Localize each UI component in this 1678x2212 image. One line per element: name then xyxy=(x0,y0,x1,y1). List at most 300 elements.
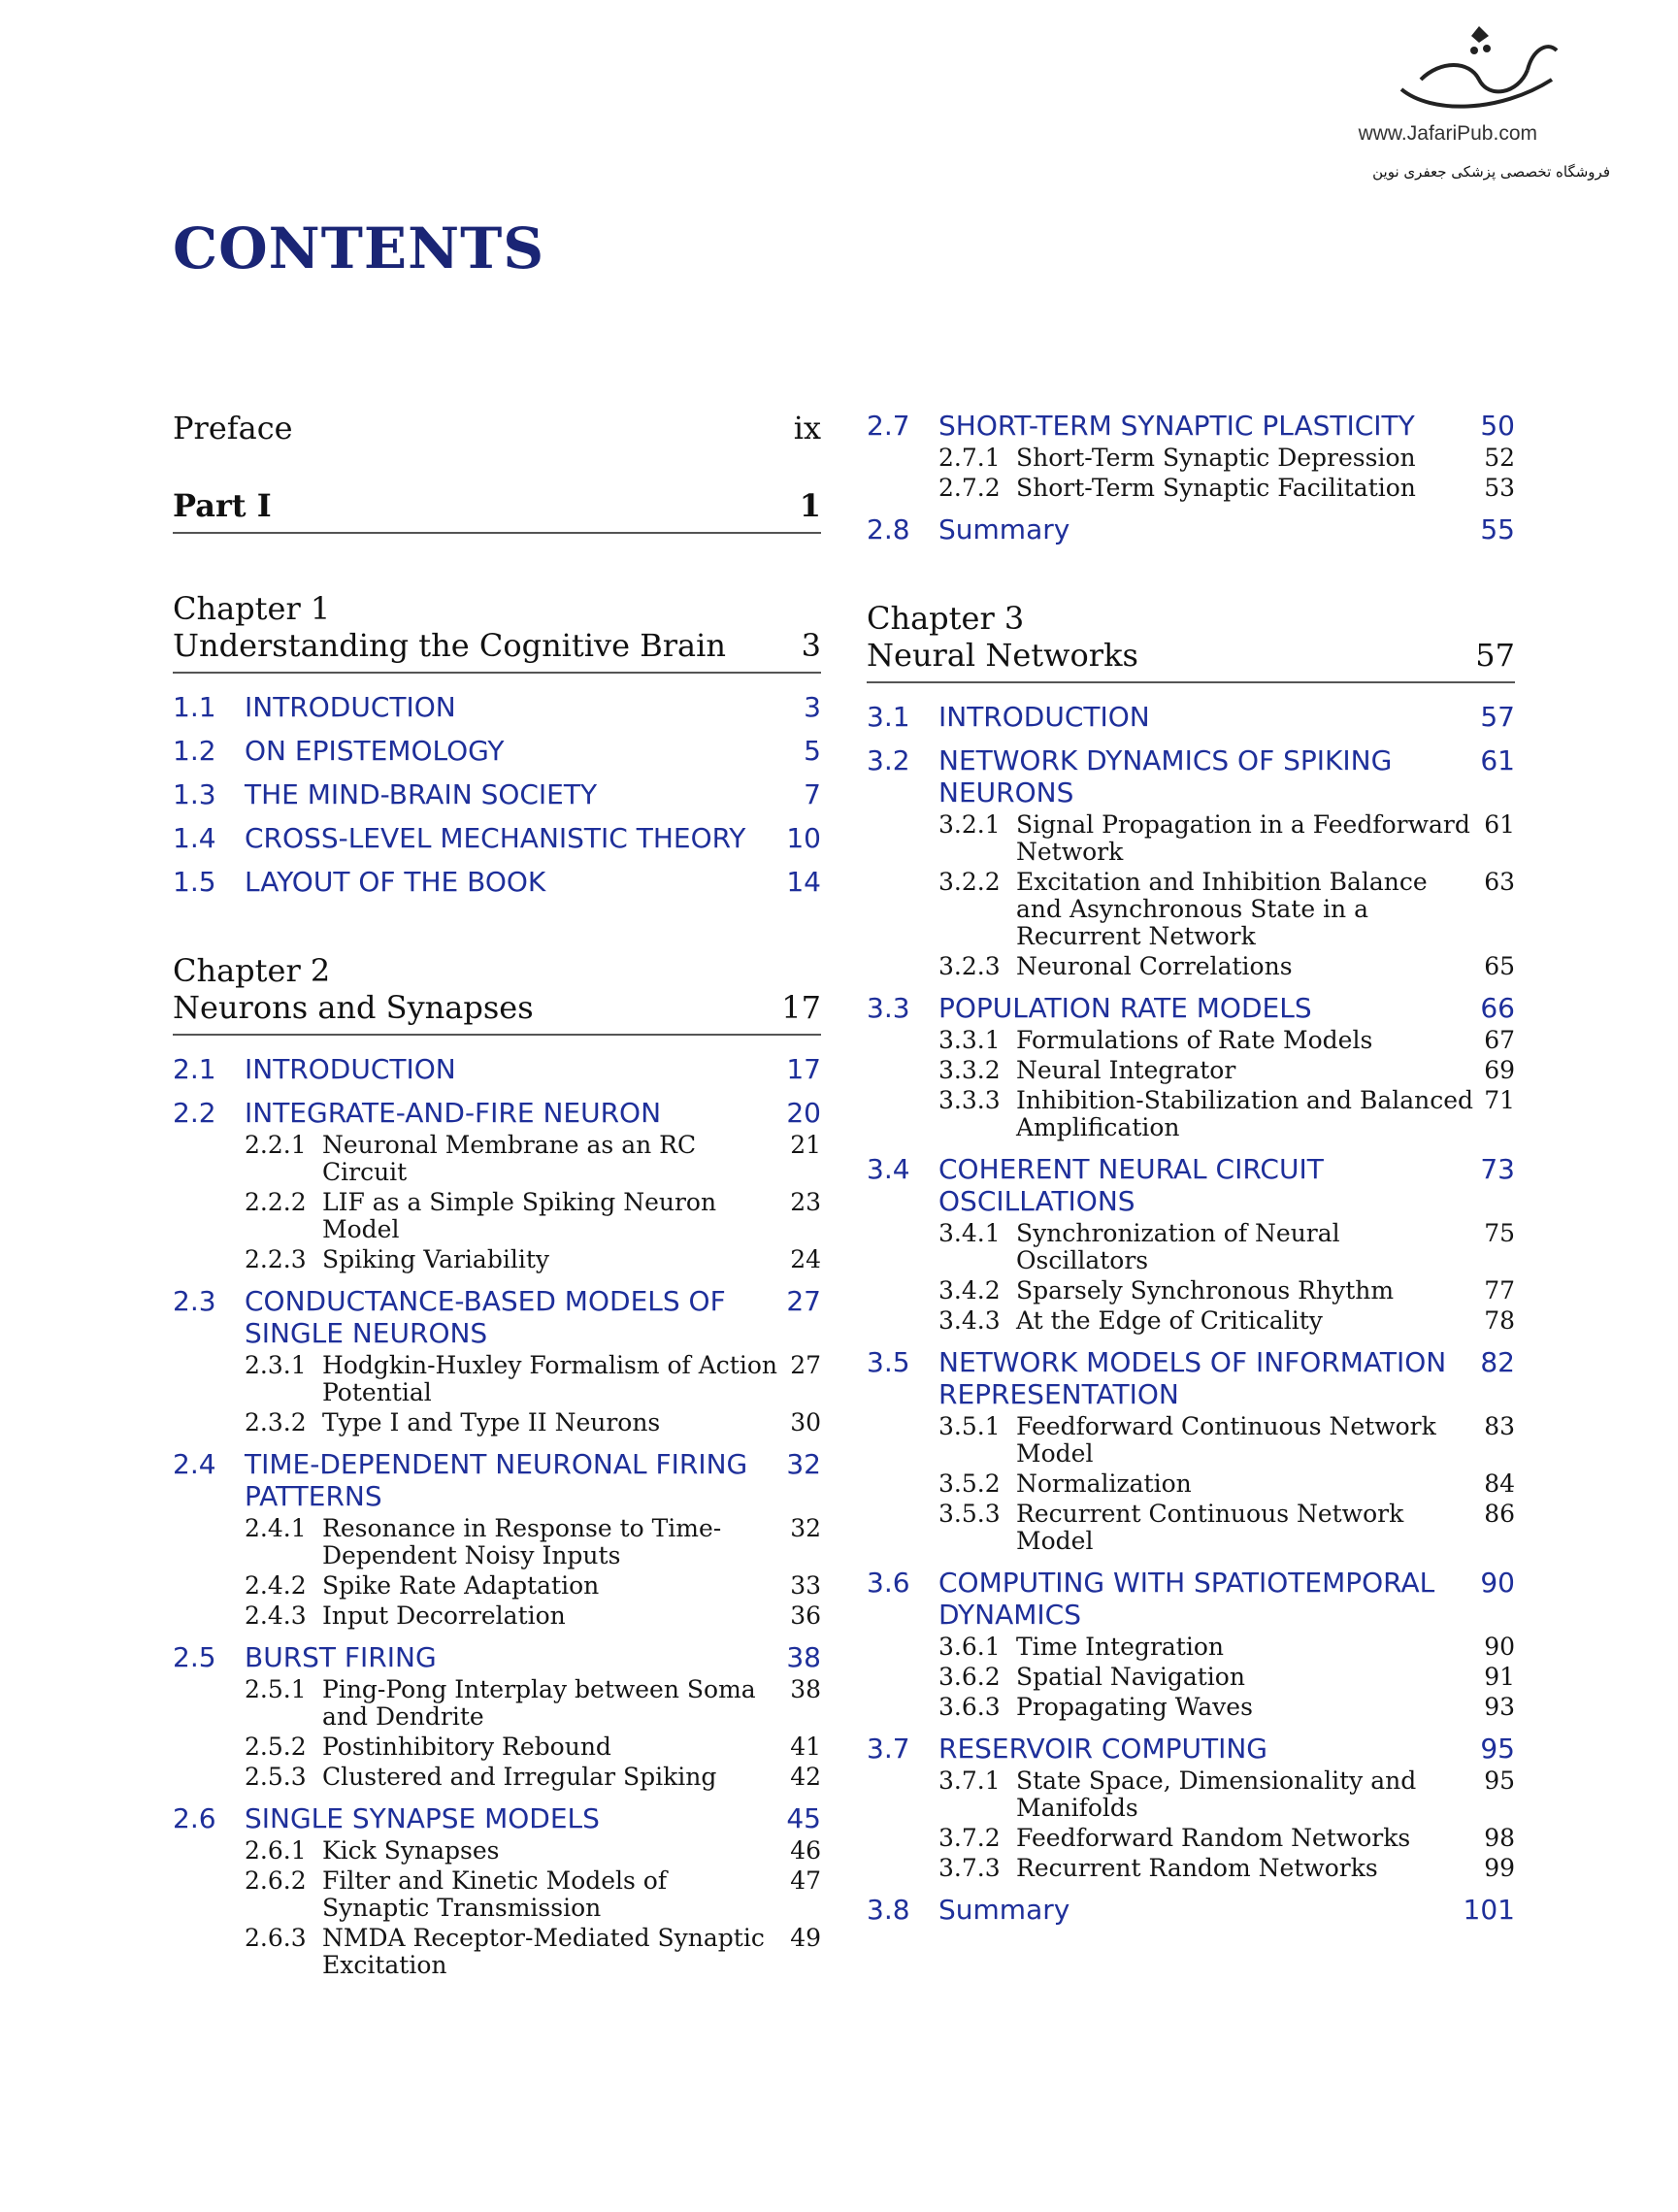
section-entry[interactable] xyxy=(867,701,1515,733)
subsection-entry[interactable] xyxy=(867,953,1515,980)
subsection-title: At the Edge of Criticality xyxy=(1016,1306,1323,1335)
section-number: 1.4 xyxy=(173,822,216,854)
subsection-number: 2.3.2 xyxy=(245,1408,307,1436)
chapter-title-line xyxy=(867,637,1515,674)
subsection-page: 63 xyxy=(1484,868,1515,896)
section-entry[interactable] xyxy=(867,992,1515,1024)
subsection-entry[interactable] xyxy=(867,1413,1515,1468)
publisher-url: www.JafariPub.com xyxy=(1358,122,1537,145)
subsection-entry[interactable] xyxy=(867,475,1515,502)
section-title: INTRODUCTION xyxy=(245,691,456,723)
chapter-title: Neural Networks xyxy=(867,637,1138,674)
subsection-number: 3.4.1 xyxy=(938,1219,1001,1247)
preface-title: Preface xyxy=(173,410,293,446)
section-number: 2.2 xyxy=(173,1097,216,1129)
section-title: SINGLE SYNAPSE MODELS xyxy=(245,1802,600,1834)
subsection-number: 2.5.2 xyxy=(245,1733,307,1761)
subsection-number: 2.3.1 xyxy=(245,1351,307,1379)
subsection-number: 3.7.1 xyxy=(938,1766,1001,1795)
section-number: 3.1 xyxy=(867,701,910,733)
section-entry[interactable] xyxy=(867,1567,1515,1631)
subsection-title: Feedforward Continuous Network Model xyxy=(1016,1412,1436,1468)
section-entry[interactable] xyxy=(173,778,821,810)
chapter-title: Understanding the Cognitive Brain xyxy=(173,627,726,664)
subsection-title: Short-Term Synaptic Depression xyxy=(1016,444,1416,472)
toc-section xyxy=(867,1346,1515,1555)
section-page: 3 xyxy=(804,691,821,723)
subsection-entry[interactable] xyxy=(867,1634,1515,1661)
toc-subsection xyxy=(173,1733,821,1761)
subsection-title: Hodgkin-Huxley Formalism of Action Potential xyxy=(322,1351,777,1406)
subsection-title: Short-Term Synaptic Facilitation xyxy=(1016,474,1416,502)
subsection-number: 2.2.2 xyxy=(245,1188,307,1216)
subsection-title: Ping-Pong Interplay between Soma and Dendrite xyxy=(322,1675,756,1731)
toc-subsection xyxy=(867,1277,1515,1304)
part-title: Part I xyxy=(173,487,272,524)
section-title: INTRODUCTION xyxy=(938,701,1150,733)
section-page: 95 xyxy=(1480,1733,1515,1765)
left-chapter-list xyxy=(173,590,821,1979)
subsection-title: Excitation and Inhibition Balance and Asynchronous State in a Recurrent Network xyxy=(1016,868,1428,950)
subsection-title: Synchronization of Neural Oscillators xyxy=(1016,1219,1340,1274)
subsection-number: 2.7.1 xyxy=(938,444,1001,472)
chapter-title-line xyxy=(173,989,821,1026)
toc-subsection xyxy=(867,1027,1515,1054)
subsection-page: 99 xyxy=(1484,1854,1515,1882)
toc-subsection xyxy=(867,1825,1515,1852)
subsection-title: Type I and Type II Neurons xyxy=(322,1408,661,1436)
section-number: 2.4 xyxy=(173,1448,216,1480)
section-title: TIME-DEPENDENT NEURONAL FIRING PATTERNS xyxy=(245,1448,748,1512)
section-title: NETWORK DYNAMICS OF SPIKING NEURONS xyxy=(938,744,1393,809)
toc-subsection xyxy=(867,445,1515,472)
subsection-number: 3.7.2 xyxy=(938,1824,1001,1852)
section-title: Summary xyxy=(938,1894,1070,1926)
subsection-number: 3.2.1 xyxy=(938,810,1001,839)
toc-section xyxy=(867,410,1515,502)
chapter-label: Chapter 2 xyxy=(173,952,331,989)
toc-subsection xyxy=(867,1767,1515,1822)
subsection-entry[interactable] xyxy=(867,1087,1515,1141)
toc-section xyxy=(867,1153,1515,1335)
section-page: 17 xyxy=(786,1053,821,1085)
section-entry[interactable] xyxy=(867,1153,1515,1217)
toc-section xyxy=(867,701,1515,733)
subsection-number: 3.5.3 xyxy=(938,1500,1001,1528)
subsection-page: 65 xyxy=(1484,952,1515,980)
toc-part[interactable] xyxy=(173,487,821,534)
section-title: INTRODUCTION xyxy=(245,1053,456,1085)
toc-chapter xyxy=(867,600,1515,1926)
subsection-entry[interactable] xyxy=(867,1767,1515,1822)
subsection-entry[interactable] xyxy=(173,1925,821,1979)
subsection-title: Neural Integrator xyxy=(1016,1056,1236,1084)
section-number: 2.1 xyxy=(173,1053,216,1085)
subsection-page: 41 xyxy=(790,1733,821,1761)
toc-subsection xyxy=(173,1925,821,1979)
section-title: Summary xyxy=(938,513,1070,545)
subsection-number: 2.4.3 xyxy=(245,1601,307,1630)
subsection-page: 46 xyxy=(790,1836,821,1865)
section-entry[interactable] xyxy=(173,1097,821,1129)
subsection-page: 61 xyxy=(1484,810,1515,839)
section-number: 3.5 xyxy=(867,1346,910,1378)
page-title: CONTENTS xyxy=(173,215,545,281)
subsection-page: 77 xyxy=(1484,1276,1515,1304)
subsection-page: 32 xyxy=(790,1514,821,1542)
chapter-heading[interactable] xyxy=(867,600,1515,683)
toc-subsection xyxy=(867,1307,1515,1335)
subsection-title: Recurrent Continuous Network Model xyxy=(1016,1500,1404,1555)
subsection-title: Filter and Kinetic Models of Synaptic Transmission xyxy=(322,1866,668,1922)
subsection-number: 3.3.3 xyxy=(938,1086,1001,1114)
publisher-tagline: فروشگاه تخصصی پزشکی جعفری نوین xyxy=(1372,163,1610,181)
subsection-title: Neuronal Correlations xyxy=(1016,952,1293,980)
subsection-title: Postinhibitory Rebound xyxy=(322,1733,611,1761)
section-title: INTEGRATE-AND-FIRE NEURON xyxy=(245,1097,662,1129)
section-title: COHERENT NEURAL CIRCUIT OSCILLATIONS xyxy=(938,1153,1324,1217)
toc-section xyxy=(173,1641,821,1791)
section-entry[interactable] xyxy=(173,1285,821,1349)
section-number: 3.3 xyxy=(867,992,910,1024)
section-title: CONDUCTANCE-BASED MODELS OF SINGLE NEURONS xyxy=(245,1285,726,1349)
preface-page: ix xyxy=(793,410,821,446)
toc-section xyxy=(173,1097,821,1273)
toc-subsection xyxy=(867,1413,1515,1468)
section-number: 2.6 xyxy=(173,1802,216,1834)
section-entry[interactable] xyxy=(867,744,1515,809)
toc-section xyxy=(173,1802,821,1979)
subsection-title: Input Decorrelation xyxy=(322,1601,566,1630)
toc-section xyxy=(173,1285,821,1436)
toc-section xyxy=(173,1053,821,1085)
subsection-entry[interactable] xyxy=(867,1501,1515,1555)
toc-subsection xyxy=(867,953,1515,980)
section-entry[interactable] xyxy=(867,1346,1515,1410)
subsection-entry[interactable] xyxy=(867,1057,1515,1084)
toc-subsection xyxy=(867,475,1515,502)
subsection-number: 3.6.2 xyxy=(938,1663,1001,1691)
chapter-section-list xyxy=(173,1053,821,1979)
toc-subsection xyxy=(867,1501,1515,1555)
chapter-label: Chapter 3 xyxy=(867,600,1025,637)
subsection-number: 3.4.2 xyxy=(938,1276,1001,1304)
section-title: ON EPISTEMOLOGY xyxy=(245,735,505,767)
subsection-page: 52 xyxy=(1484,444,1515,472)
subsection-number: 3.2.2 xyxy=(938,868,1001,896)
subsection-title: State Space, Dimensionality and Manifolds xyxy=(1016,1766,1417,1822)
section-title: BURST FIRING xyxy=(245,1641,437,1673)
chapter-label: Chapter 1 xyxy=(173,590,331,627)
section-title: RESERVOIR COMPUTING xyxy=(938,1733,1267,1765)
section-number: 2.5 xyxy=(173,1641,216,1673)
section-number: 3.8 xyxy=(867,1894,910,1926)
subsection-number: 3.6.3 xyxy=(938,1693,1001,1721)
toc-subsection xyxy=(173,1676,821,1731)
toc-section xyxy=(173,735,821,767)
subsection-title: Normalization xyxy=(1016,1469,1192,1498)
subsection-entry[interactable] xyxy=(173,1246,821,1273)
subsection-title: Formulations of Rate Models xyxy=(1016,1026,1373,1054)
toc-left-column xyxy=(173,410,821,1991)
subsection-entry[interactable] xyxy=(867,869,1515,950)
toc-section xyxy=(867,513,1515,545)
toc-subsection xyxy=(867,1220,1515,1274)
section-entry[interactable] xyxy=(867,1894,1515,1926)
toc-subsection xyxy=(867,1634,1515,1661)
section-page: 38 xyxy=(786,1641,821,1673)
subsection-entry[interactable] xyxy=(867,1825,1515,1852)
calligraphy-logo-icon xyxy=(1382,21,1576,118)
section-entry[interactable] xyxy=(173,1641,821,1673)
subsection-number: 2.5.1 xyxy=(245,1675,307,1703)
section-entry[interactable] xyxy=(867,1733,1515,1765)
section-title: CROSS-LEVEL MECHANISTIC THEORY xyxy=(245,822,746,854)
toc-subsection xyxy=(867,1087,1515,1141)
subsection-title: Clustered and Irregular Spiking xyxy=(322,1763,717,1791)
toc-subsection xyxy=(867,811,1515,866)
toc-chapter xyxy=(173,952,821,1979)
toc-section xyxy=(867,744,1515,980)
section-page: 50 xyxy=(1480,410,1515,442)
section-title: THE MIND-BRAIN SOCIETY xyxy=(245,778,598,810)
toc-subsection xyxy=(867,1694,1515,1721)
subsection-page: 33 xyxy=(790,1571,821,1600)
toc-subsection xyxy=(173,1867,821,1922)
section-number: 2.7 xyxy=(867,410,910,442)
section-page: 61 xyxy=(1480,744,1515,776)
subsection-title: Inhibition-Stabilization and Balanced Amplification xyxy=(1016,1086,1474,1141)
toc-section xyxy=(867,1733,1515,1882)
subsection-number: 3.3.1 xyxy=(938,1026,1001,1054)
subsection-number: 3.5.1 xyxy=(938,1412,1001,1440)
section-page: 82 xyxy=(1480,1346,1515,1378)
subsection-page: 67 xyxy=(1484,1026,1515,1054)
subsection-page: 36 xyxy=(790,1601,821,1630)
subsection-number: 3.4.3 xyxy=(938,1306,1001,1335)
subsection-number: 3.3.2 xyxy=(938,1056,1001,1084)
subsection-title: Spiking Variability xyxy=(322,1245,549,1273)
subsection-page: 38 xyxy=(790,1675,821,1703)
subsection-page: 30 xyxy=(790,1408,821,1436)
section-page: 14 xyxy=(786,866,821,898)
subsection-entry[interactable] xyxy=(867,1277,1515,1304)
chapter-page: 3 xyxy=(801,627,821,664)
chapter-title: Neurons and Synapses xyxy=(173,989,534,1026)
part-page: 1 xyxy=(799,487,821,524)
subsection-title: Feedforward Random Networks xyxy=(1016,1824,1411,1852)
subsection-entry[interactable] xyxy=(867,1220,1515,1274)
subsection-entry[interactable] xyxy=(173,1572,821,1600)
toc-subsection xyxy=(173,1764,821,1791)
toc-section xyxy=(173,778,821,810)
toc-section xyxy=(173,822,821,854)
subsection-number: 3.5.2 xyxy=(938,1469,1001,1498)
section-title: NETWORK MODELS OF INFORMATION REPRESENTATION xyxy=(938,1346,1447,1410)
section-entry[interactable] xyxy=(173,1802,821,1834)
subsection-entry[interactable] xyxy=(867,1855,1515,1882)
section-number: 1.3 xyxy=(173,778,216,810)
subsection-entry[interactable] xyxy=(173,1515,821,1569)
subsection-page: 91 xyxy=(1484,1663,1515,1691)
subsection-page: 93 xyxy=(1484,1693,1515,1721)
toc-section xyxy=(867,1894,1515,1926)
subsection-page: 83 xyxy=(1484,1412,1515,1440)
section-page: 90 xyxy=(1480,1567,1515,1599)
subsection-title: Recurrent Random Networks xyxy=(1016,1854,1378,1882)
subsection-page: 78 xyxy=(1484,1306,1515,1335)
chapter-page: 57 xyxy=(1475,637,1515,674)
publisher-logo xyxy=(1358,21,1610,186)
subsection-title: Propagating Waves xyxy=(1016,1693,1253,1721)
subsection-page: 95 xyxy=(1484,1766,1515,1795)
subsection-entry[interactable] xyxy=(173,1676,821,1731)
subsection-page: 27 xyxy=(790,1351,821,1379)
subsection-number: 2.2.1 xyxy=(245,1131,307,1159)
section-entry[interactable] xyxy=(173,1448,821,1512)
subsection-page: 49 xyxy=(790,1924,821,1952)
subsection-title: Signal Propagation in a Feedforward Network xyxy=(1016,810,1470,866)
subsection-entry[interactable] xyxy=(867,811,1515,866)
section-entry[interactable] xyxy=(173,735,821,767)
toc-chapter xyxy=(173,590,821,898)
section-number: 2.8 xyxy=(867,513,910,545)
section-number: 1.1 xyxy=(173,691,216,723)
subsection-page: 53 xyxy=(1484,474,1515,502)
toc-section xyxy=(867,992,1515,1141)
subsection-page: 23 xyxy=(790,1188,821,1216)
toc-section xyxy=(867,1567,1515,1721)
toc-subsection xyxy=(867,1855,1515,1882)
toc-section xyxy=(173,1448,821,1630)
section-page: 32 xyxy=(786,1448,821,1480)
toc-subsection xyxy=(867,1470,1515,1498)
continued-section-list xyxy=(867,410,1515,545)
section-number: 3.6 xyxy=(867,1567,910,1599)
subsection-page: 75 xyxy=(1484,1219,1515,1247)
section-entry[interactable] xyxy=(173,866,821,898)
section-page: 27 xyxy=(786,1285,821,1317)
section-page: 101 xyxy=(1463,1894,1515,1926)
toc-subsection xyxy=(173,1837,821,1865)
chapter-page: 17 xyxy=(781,989,821,1026)
subsection-entry[interactable] xyxy=(867,445,1515,472)
section-number: 1.2 xyxy=(173,735,216,767)
toc-right-column xyxy=(867,410,1515,1937)
subsection-number: 2.7.2 xyxy=(938,474,1001,502)
toc-subsection xyxy=(867,869,1515,950)
subsection-title: NMDA Receptor-Mediated Synaptic Excitation xyxy=(322,1924,765,1979)
subsection-entry[interactable] xyxy=(867,1664,1515,1691)
section-number: 1.5 xyxy=(173,866,216,898)
section-page: 10 xyxy=(786,822,821,854)
section-entry[interactable] xyxy=(173,1053,821,1085)
subsection-page: 90 xyxy=(1484,1633,1515,1661)
subsection-number: 3.7.3 xyxy=(938,1854,1001,1882)
subsection-number: 2.6.3 xyxy=(245,1924,307,1952)
section-page: 20 xyxy=(786,1097,821,1129)
toc-subsection xyxy=(173,1572,821,1600)
toc-subsection xyxy=(173,1409,821,1436)
subsection-entry[interactable] xyxy=(173,1352,821,1406)
subsection-page: 84 xyxy=(1484,1469,1515,1498)
toc-preface[interactable] xyxy=(173,410,821,446)
subsection-entry[interactable] xyxy=(867,1694,1515,1721)
subsection-entry[interactable] xyxy=(173,1409,821,1436)
subsection-title: Kick Synapses xyxy=(322,1836,500,1865)
subsection-title: Time Integration xyxy=(1016,1633,1224,1661)
section-page: 57 xyxy=(1480,701,1515,733)
subsection-entry[interactable] xyxy=(173,1733,821,1761)
subsection-page: 24 xyxy=(790,1245,821,1273)
toc-section xyxy=(173,866,821,898)
section-page: 55 xyxy=(1480,513,1515,545)
toc-subsection xyxy=(867,1057,1515,1084)
chapter-section-list xyxy=(173,691,821,898)
section-title: COMPUTING WITH SPATIOTEMPORAL DYNAMICS xyxy=(938,1567,1435,1631)
subsection-title: Spatial Navigation xyxy=(1016,1663,1245,1691)
subsection-title: Sparsely Synchronous Rhythm xyxy=(1016,1276,1395,1304)
chapter-title-line xyxy=(173,627,821,664)
subsection-page: 42 xyxy=(790,1763,821,1791)
subsection-entry[interactable] xyxy=(173,1764,821,1791)
section-entry[interactable] xyxy=(867,410,1515,442)
section-page: 5 xyxy=(804,735,821,767)
subsection-entry[interactable] xyxy=(173,1867,821,1922)
subsection-title: LIF as a Simple Spiking Neuron Model xyxy=(322,1188,717,1243)
subsection-entry[interactable] xyxy=(173,1602,821,1630)
subsection-page: 21 xyxy=(790,1131,821,1159)
toc-subsection xyxy=(173,1132,821,1186)
section-title: LAYOUT OF THE BOOK xyxy=(245,866,546,898)
toc-subsection xyxy=(867,1664,1515,1691)
toc-subsection xyxy=(173,1352,821,1406)
subsection-number: 2.6.2 xyxy=(245,1866,307,1895)
section-entry[interactable] xyxy=(867,513,1515,545)
section-entry[interactable] xyxy=(173,691,821,723)
right-chapter-list xyxy=(867,600,1515,1926)
subsection-number: 2.2.3 xyxy=(245,1245,307,1273)
subsection-number: 3.2.3 xyxy=(938,952,1001,980)
subsection-number: 3.6.1 xyxy=(938,1633,1001,1661)
chapter-heading[interactable] xyxy=(173,590,821,674)
section-page: 66 xyxy=(1480,992,1515,1024)
section-number: 3.4 xyxy=(867,1153,910,1185)
chapter-section-list xyxy=(867,701,1515,1926)
subsection-entry[interactable] xyxy=(867,1307,1515,1335)
subsection-number: 2.4.2 xyxy=(245,1571,307,1600)
section-entry[interactable] xyxy=(173,822,821,854)
section-title: POPULATION RATE MODELS xyxy=(938,992,1312,1024)
subsection-title: Spike Rate Adaptation xyxy=(322,1571,600,1600)
section-title: SHORT-TERM SYNAPTIC PLASTICITY xyxy=(938,410,1415,442)
toc-subsection xyxy=(173,1189,821,1243)
subsection-entry[interactable] xyxy=(867,1027,1515,1054)
subsection-entry[interactable] xyxy=(173,1837,821,1865)
subsection-page: 86 xyxy=(1484,1500,1515,1528)
subsection-number: 2.6.1 xyxy=(245,1836,307,1865)
section-page: 45 xyxy=(786,1802,821,1834)
subsection-entry[interactable] xyxy=(867,1470,1515,1498)
section-page: 73 xyxy=(1480,1153,1515,1185)
section-number: 3.7 xyxy=(867,1733,910,1765)
subsection-title: Resonance in Response to Time-Dependent Noisy Inputs xyxy=(322,1514,722,1569)
subsection-entry[interactable] xyxy=(173,1132,821,1186)
chapter-heading[interactable] xyxy=(173,952,821,1036)
subsection-title: Neuronal Membrane as an RC Circuit xyxy=(322,1131,697,1186)
toc-subsection xyxy=(173,1246,821,1273)
subsection-entry[interactable] xyxy=(173,1189,821,1243)
